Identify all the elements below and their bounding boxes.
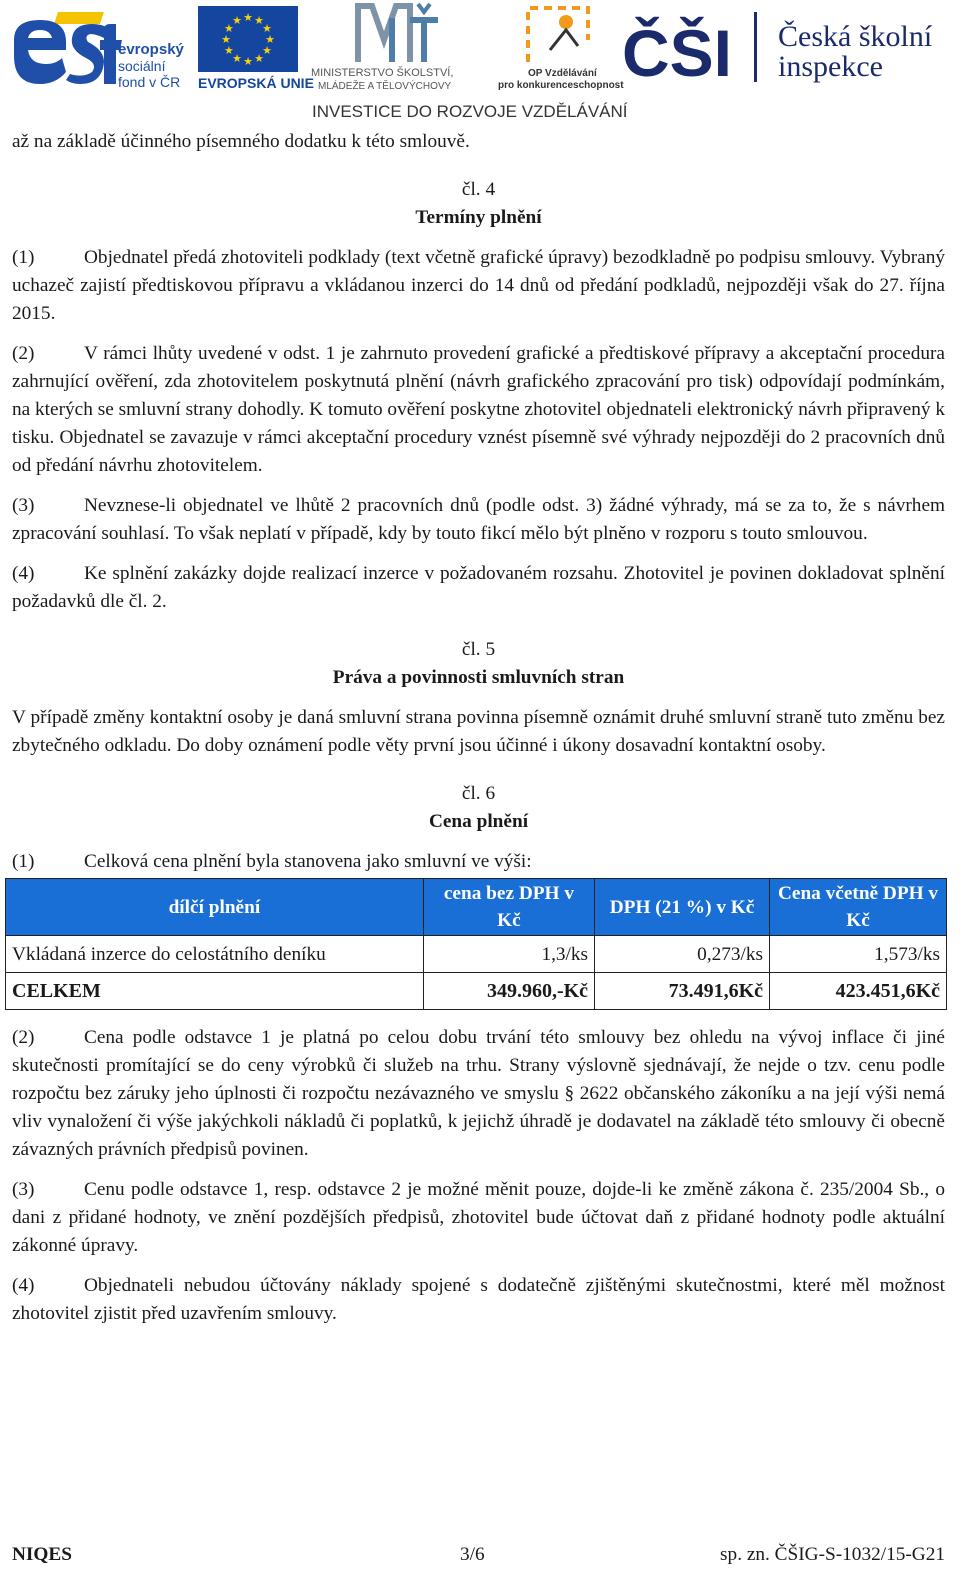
esf-logo [10, 8, 186, 90]
eu-star-icon: ★ [243, 12, 253, 24]
table-cell: CELKEM [6, 973, 424, 1010]
esf-text-3: fond v ČR [118, 74, 181, 90]
art6-p1 [12, 848, 945, 876]
table-cell: 423.451,6Kč [770, 973, 947, 1010]
table-cell: 1,3/ks [423, 936, 594, 973]
table-header: DPH (21 %) v Kč [595, 879, 770, 936]
msmt-line-1: MINISTERSTVO ŠKOLSTVÍ, [311, 67, 454, 79]
table-cell: 73.491,6Kč [595, 973, 770, 1010]
table-header-row [6, 879, 947, 936]
csi-mark: ČŠI [622, 16, 733, 90]
table-cell: 1,573/ks [770, 936, 947, 973]
intro-text: až na základě účinného písemného dodatku k této smlouvě. [12, 131, 470, 152]
table-total-row [6, 973, 947, 1010]
p-number: (3) [12, 1179, 35, 1200]
eu-flag-logo [198, 6, 314, 91]
p-number: (3) [12, 495, 35, 516]
art4-title: Termíny plnění [415, 207, 542, 228]
art4-p3 [12, 492, 945, 548]
tagline: INVESTICE DO ROZVOJE VZDĚLÁVÁNÍ [312, 102, 628, 121]
table-cell: 349.960,-Kč [423, 973, 594, 1010]
page-number: 3/6 [460, 1544, 485, 1565]
p-number: (1) [12, 247, 35, 268]
table-header: Cena včetně DPH v Kč [770, 879, 947, 936]
price-table [5, 878, 947, 1010]
art4-p4 [12, 560, 945, 616]
p-number: (4) [12, 1275, 35, 1296]
p-text: Cenu podle odstavce 1, resp. odstavce 2 je možné měnit pouze, dojde-li ke změně zákona č. 235/2004 Sb., o dani z přidané hodnoty, ve znění pozdějších předpisů, zhotovitel bude účtovat daň z přidané hodnoty podle aktuální zákonné úpravy. [12, 1179, 945, 1256]
art4-label: čl. 4 [461, 179, 496, 200]
eu-star-icon: ★ [243, 56, 253, 68]
art4-p1 [12, 244, 945, 328]
table-cell: 0,273/ks [595, 936, 770, 973]
p-text: Nevznese-li objednatel ve lhůtě 2 pracovních dnů (podle odst. 3) žádné výhrady, má se za to, že s návrhem zpracování souhlasí. To však neplatí v případě, kdy by touto fikcí mělo být plněno v rozporu s touto smlouvou. [12, 495, 945, 544]
esf-text-2: sociální [118, 58, 166, 74]
op-logo [498, 8, 624, 91]
art6-title: Cena plnění [428, 811, 529, 832]
art6-p4 [12, 1272, 945, 1328]
eu-label: EVROPSKÁ UNIE [198, 75, 314, 91]
reference-number: sp. zn. ČŠIG-S-1032/15-G21 [720, 1544, 945, 1565]
p-number: (4) [12, 563, 35, 584]
csi-logo [622, 12, 933, 90]
table-header: cena bez DPH v Kč [423, 879, 594, 936]
p-number: (1) [12, 851, 35, 872]
eu-star-icon: ★ [254, 14, 264, 27]
eu-star-icon: ★ [232, 53, 242, 66]
p-text: Cena podle odstavce 1 je platná po celou dobu trvání této smlouvy bez ohledu na vývoj inflace či jiné skutečnosti promítající se do ceny výrobků či služeb na trhu. Strany výslovně sjednávají, že nejde o tzv. cenu podle rozpočtu bez záruky jeho úplnosti či rozpočtu nezávazného ve smyslu § 2622 občanského zákoníku a na její výši nemá vliv vynaložení či výše jakýchkoli nákladů či poplatků, k jejichž úhradě je dodavatel na základě této smlouvy či obecně závazných právních předpisů povinen. [12, 1027, 945, 1160]
art6-p2 [12, 1024, 945, 1164]
art6-p3 [12, 1176, 945, 1260]
esf-text-1: evropský [118, 41, 184, 58]
csi-name-1: Česká školní [778, 20, 933, 53]
table-cell: Vkládaná inzerce do celostátního deníku [6, 936, 424, 973]
art5-text: V případě změny kontaktní osoby je daná smluvní strana povinna písemně oznámit druhé smluvní straně tuto změnu bez zbytečného odkladu. Do doby oznámení podle věty první jsou účinné i úkony dosavadní kontaktní osoby. [12, 707, 945, 756]
eu-star-icon: ★ [262, 45, 273, 57]
p-text: Objednateli nebudou účtovány náklady spojené s dodatečně zjištěnými skutečnostmi, které měl možnost zhotovitel zjistit před uzavřením smlouvy. [12, 1275, 945, 1324]
eu-star-icon: ★ [221, 34, 231, 46]
logo-header [0, 0, 960, 122]
eu-star-icon: ★ [254, 53, 264, 66]
p-text: V rámci lhůty uvedené v odst. 1 je zahrnuto provedení grafické a předtiskové přípravy a akceptační procedura zahrnující ověření, zda zhotovitelem poskytnutá plnění (návrh grafického zpracování pro tisk) odpovídají podmínkám, na kterých se smluvní strany dohodly. K tomuto ověření poskytne zhotovitel objednateli elektronický návrh připravený k tisku. Objednatel se zavazuje v rámci akceptační procedury vznést písemně své výhrady nejpozději do 2 pracovních dnů od předání návrhu zhotovitelem. [12, 343, 945, 476]
p-text: Objednatel předá zhotoviteli podklady (text včetně grafické úpravy) bezodkladně po podpisu smlouvy. Vybraný uchazeč zajistí předtiskovou přípravu a vkládanou inzerci do 14 dnů od předání podkladů, nejpozději však do 27. října 2015. [12, 247, 945, 324]
art6-label: čl. 6 [461, 783, 496, 804]
footer-left: NIQES [12, 1544, 73, 1565]
p-text: Ke splnění zakázky dojde realizací inzerce v požadovaném rozsahu. Zhotovitel je povinen dokladovat splnění požadavků dle čl. 2. [12, 563, 945, 612]
art5-title: Práva a povinnosti smluvních stran [332, 667, 625, 688]
op-line-1: OP Vzdělávání [528, 68, 597, 79]
table-header: dílčí plnění [6, 879, 424, 936]
eu-star-icon: ★ [265, 34, 275, 46]
eu-star-icon: ★ [223, 23, 234, 35]
msmt-logo [311, 4, 453, 92]
document-body [12, 128, 945, 1340]
msmt-line-2: MLÁDEŽE A TĚLOVÝCHOVY [318, 81, 452, 92]
art4-p2 [12, 340, 945, 480]
art5-label: čl. 5 [461, 639, 496, 660]
eu-star-icon: ★ [262, 23, 273, 35]
csi-name-2: inspekce [778, 50, 883, 83]
p-number: (2) [12, 343, 35, 364]
p-text: Celková cena plnění byla stanovena jako smluvní ve výši: [84, 851, 532, 872]
p-number: (2) [12, 1027, 35, 1048]
table-row [6, 936, 947, 973]
eu-star-icon: ★ [232, 14, 242, 27]
eu-star-icon: ★ [223, 45, 234, 57]
op-line-2: pro konkurenceschopnost [498, 80, 624, 91]
